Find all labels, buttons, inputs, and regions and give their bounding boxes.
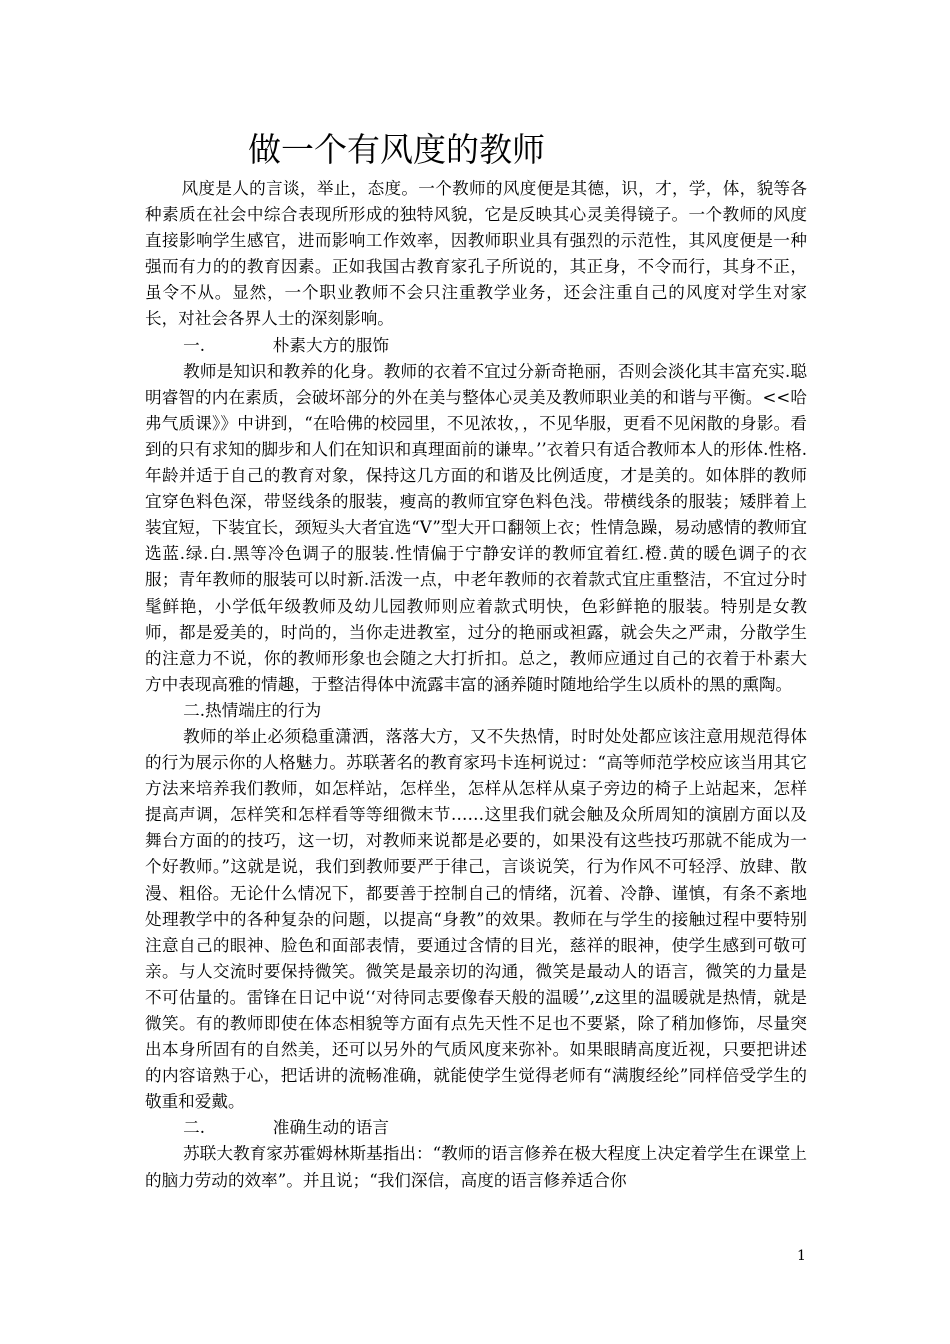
document-body [145,176,807,1194]
section-1-paragraph: 教师是知识和教养的化身。教师的衣着不宜过分新奇艳丽，否则会淡化其丰富充实.聪明睿智的内在素质，会破坏部分的外在美与整体心灵美及教师职业美的和谐与平衡。<<哈弗气质课》》中讲到，“在哈佛的校园里，不见浓妆，，不见华服，更看不见闲散的身影。看到的只有求知的脚步和人们在知识和真理面前的谦卑。’’衣着只有适合教师本人的形体.性格.年龄并适于自己的教育对象，保持这几方面的和谐及比例适度，才是美的。如体胖的教师宜穿色料色深，带竖线条的服装，瘦高的教师宜穿色料色浅。带横线条的服装；矮胖着上装宜短，下装宜长，颈短头大者宜选“V”型大开口翻领上衣；性情急躁，易动感情的教师宜选蓝.绿.白.黑等冷色调子的服装.性情偏于宁静安详的教师宜着红.橙.黄的暖色调子的衣服；青年教师的服装可以时新.活泼一点，中老年教师的衣着款式宜庄重整洁，不宜过分时髦鲜艳，小学低年级教师及幼儿园教师则应着款式明快，色彩鲜艳的服装。特别是女教师，都是爱美的，时尚的，当你走进教室，过分的艳丽或袒露，就会失之严肃，分散学生的注意力不说，你的教师形象也会随之大打折扣。总之，教师应通过自己的衣着于朴素大方中表现高雅的情趣，于整洁得体中流露丰富的涵养随时随地给学生以质朴的黑的熏陶。 [145,361,807,694]
section-3-paragraph: 苏联大教育家苏霍姆林斯基指出：“教师的语言修养在极大程度上决定着学生在课堂上的脑力劳动的效率”。并且说；“我们深信，高度的语言修养适合你 [145,1144,807,1190]
document-title: 做一个有风度的教师 [248,130,545,169]
section-3-number: 二. [183,1118,206,1138]
section-3-heading [145,1115,807,1141]
page-number: 1 [797,1248,806,1264]
section-1-heading [145,333,807,359]
section-1-title: 朴素大方的服饰 [272,335,389,355]
section-1-number: 一. [183,335,206,355]
intro-paragraph: 风度是人的言谈，举止，态度。一个教师的风度便是其德，识，才，学，体，貌等各种素质在社会中综合表现所形成的独特风貌，它是反映其心灵美得镜子。一个教师的风度直接影响学生感官，进而影响工作效率，因教师职业具有强烈的示范性，其风度便是一种强而有力的的教育因素。正如我国古教育家孔子所说的，其正身，不令而行，其身不正，虽令不从。显然，一个职业教师不会只注重教学业务，还会注重自己的风度对学生对家长，对社会各界人士的深刻影响。 [145,179,807,329]
section-3-title: 准确生动的语言 [272,1118,389,1138]
section-2-heading [145,698,807,724]
section-2-number: 二. [183,700,206,720]
section-2-paragraph: 教师的举止必须稳重潇洒，落落大方，又不失热情，时时处处都应该注意用规范得体的行为展示你的人格魅力。苏联著名的教育家玛卡连柯说过：“高等师范学校应该当用其它方法来培养我们教师，如怎样站，怎样坐，怎样从怎样从桌子旁边的椅子上站起来，怎样提高声调，怎样笑和怎样看等等细微末节……这里我们就会触及众所周知的演剧方面以及舞台方面的的技巧，这一切，对教师来说都是必要的，如果没有这些技巧那就不能成为一个好教师。”这就是说，我们到教师要严于律己，言谈说笑，行为作风不可轻浮、放肆、散漫、粗俗。无论什么情况下，都要善于控制自己的情绪，沉着、冷静、谨慎，有条不紊地处理教学中的各种复杂的问题，以提高“身教”的效果。教师在与学生的接触过程中要特别注意自己的眼神、脸色和面部表情，要通过含情的目光，慈祥的眼神，使学生感到可敬可亲。与人交流时要保持微笑。微笑是最亲切的沟通，微笑是最动人的语言，微笑的力量是不可估量的。雷锋在日记中说‘‘对待同志要像春天般的温暖’’,z这里的温暖就是热情，就是微笑。有的教师即使在体态相貌等方面有点先天性不足也不要紧，除了稍加修饰，尽量突出本身所固有的自然美，还可以另外的气质风度来弥补。如果眼睛高度近视，只要把讲述的内容谙熟于心，把话讲的流畅准确，就能使学生觉得老师有“满腹经纶”同样倍受学生的敬重和爱戴。 [145,726,807,1112]
section-2-title: 热情端庄的行为 [205,700,322,720]
